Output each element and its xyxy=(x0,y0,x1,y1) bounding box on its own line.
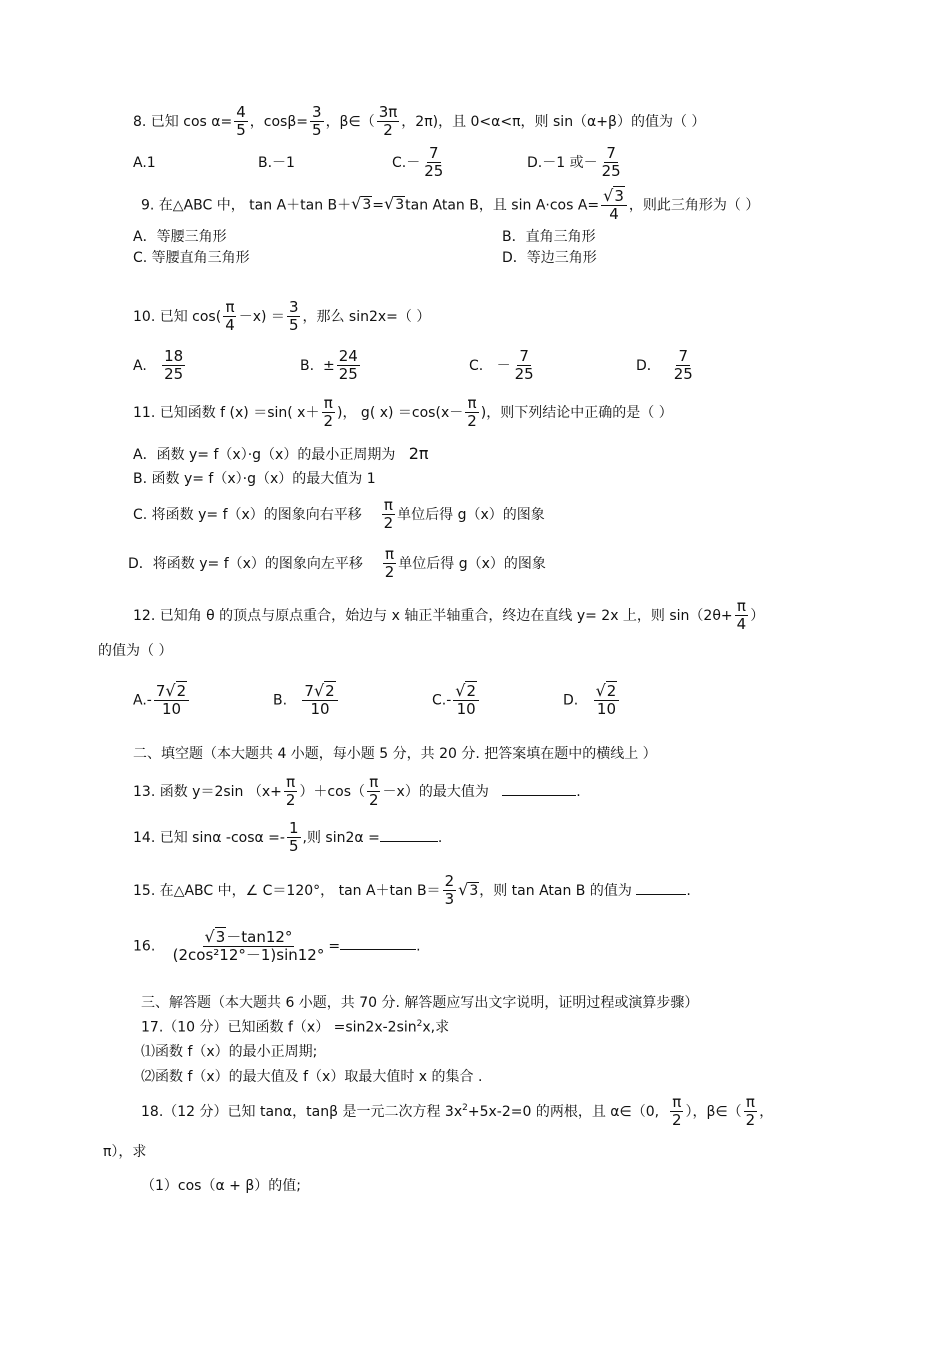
q13-stem: 13. 函数 y＝2sin （x+ $\frac{\pi}{2}$ ）＋cos（ $\frac{\pi}{2}$ －x）的最大值为 . xyxy=(133,773,581,810)
fraction: $\frac{2}{3}$ xyxy=(444,872,455,909)
answer-blank[interactable] xyxy=(502,781,576,796)
answer-blank[interactable] xyxy=(636,880,686,895)
q8-option-b: B.－1 xyxy=(258,155,295,171)
q17-stem: 17.（10 分）已知函数 $f(x) =\sin 2x-2\sin^2x$,求 xyxy=(141,1019,450,1036)
fraction: $\frac{3\pi}{2}$ xyxy=(378,103,398,140)
q12-option-d: D. $\frac{√2}{10}$ xyxy=(563,682,621,719)
q11-option-a: A．函数 y= f（x）·g（x）的最小正周期为 2π xyxy=(133,444,429,463)
section-3-heading: 三、解答题（本大题共 6 小题，共 70 分. 解答题应写出文字说明，证明过程或演算步骤） xyxy=(141,995,699,1011)
answer-blank[interactable] xyxy=(380,827,438,842)
fraction: $\frac{\pi}{4}$ xyxy=(736,597,747,634)
fraction: $\frac{3}{5}$ xyxy=(288,298,299,335)
q17-part-1: ⑴函数 f（x）的最小正周期; xyxy=(141,1044,318,1060)
fraction: $\frac{√3}{4}$ xyxy=(601,187,627,224)
q11-option-d: D．将函数 y= f（x）的图象向左平移 $\frac{\pi}{2}$ 单位后得 g（x）的图象 xyxy=(128,545,546,582)
q18-stem-continued: π），求 xyxy=(103,1144,147,1160)
sqrt: √3 xyxy=(384,194,405,214)
sqrt: √3 xyxy=(351,194,372,214)
fraction: $\frac{3}{5}$ xyxy=(312,103,322,140)
section-2-heading: 二、填空题（本大题共 4 小题，每小题 5 分，共 20 分. 把答案填在题中的横线上 ） xyxy=(133,746,657,762)
q10-option-a: A. $\frac{18}{25}$ xyxy=(133,347,184,384)
q12-option-c: C.- $\frac{√2}{10}$ xyxy=(432,682,481,719)
q17-part-2: ⑵函数 f（x）的最大值及 f（x）取最大值时 x 的集合 . xyxy=(141,1069,483,1085)
q11-option-b: B. 函数 y= f（x）·g（x）的最大值为 1 xyxy=(133,471,376,487)
q12-stem: 12. 已知角 θ 的顶点与原点重合，始边与 x 轴正半轴重合，终边在直线 y= 2x 上，则 sin（2θ+ $\frac{\pi}{4}$ ） xyxy=(133,597,765,634)
q9-option-b: B．直角三角形 xyxy=(502,229,596,245)
fraction: $\frac{\pi}{2}$ xyxy=(369,773,379,810)
q12-option-b: B. $\frac{7√2}{10}$ xyxy=(273,682,340,719)
fraction: $\frac{\pi}{2}$ xyxy=(671,1093,682,1130)
q10-option-b: B. ± $\frac{24}{25}$ xyxy=(300,347,358,384)
q18-stem: 18.（12 分）已知 tanα，tanβ 是一元二次方程 $3x^2+5x-2=0$ 的两根，且 α∈（0, $\frac{\pi}{2}$ ），β∈（ $\frac{\pi}{2}$ ， xyxy=(141,1093,774,1130)
fraction: $\frac{√3-\tan 12^\circ}{\text{(2cos²12°－1)sin12°}}$ xyxy=(172,927,325,965)
q14-stem: 14. 已知 sinα -cosα =- $\frac{1}{5}$ ,则 sin2α = . xyxy=(133,819,443,856)
q12-stem-continued: 的值为（ ） xyxy=(98,643,173,659)
q16-stem: 16. $\frac{√3-\tan 12^\circ}{\text{(2cos²12°－1)sin12°}}$ = . xyxy=(133,927,421,965)
fraction: $\frac{\pi}{2}$ xyxy=(745,1093,756,1130)
fraction: $\frac{\pi}{2}$ xyxy=(285,773,296,810)
q9-stem: 9. 在△ABC 中， tan A＋tan B＋√3=√3tan Atan B，且 sin A·cos A= $\frac{√3}{4}$ ，则此三角形为（ ） xyxy=(141,186,760,224)
q8-stem: 8. 已知 cos α= $\frac{4}{5}$ ，cosβ= $\frac{3}{5}$ ，β∈（ $\frac{3\pi}{2}$ ，2π)，且 0<α<π，则 sin（α+β）的值为（ ） xyxy=(133,103,706,140)
q10-option-c: C. － $\frac{7}{25}$ xyxy=(469,347,534,384)
fraction: $\frac{\pi}{2}$ xyxy=(467,394,477,431)
q18-part-1: （1）cos（α + β）的值; xyxy=(141,1178,301,1194)
q10-option-d: D． $\frac{7}{25}$ xyxy=(636,347,693,384)
fraction: $\frac{\pi}{4}$ xyxy=(225,298,235,335)
fraction: $\frac{1}{5}$ xyxy=(288,819,299,856)
q9-option-c: C. 等腰直角三角形 xyxy=(133,250,250,266)
q9-option-d: D．等边三角形 xyxy=(502,250,597,266)
q8-option-a: A.1 xyxy=(133,155,156,171)
sqrt: √3 xyxy=(458,879,479,899)
answer-blank[interactable] xyxy=(340,935,416,950)
q12-option-a: A.- $\frac{7√2}{10}$ xyxy=(133,682,191,719)
q15-stem: 15. 在△ABC 中，∠ C＝120°， tan A＋tan B＝ $\frac{2}{3}$ √3，则 tan Atan B 的值为 . xyxy=(133,872,691,909)
q9-option-a: A．等腰三角形 xyxy=(133,229,227,245)
q8-option-d: D.－1 或－ $\frac{7}{25}$ xyxy=(527,144,621,181)
q10-stem: 10. 已知 cos( $\frac{\pi}{4}$ －x) ＝ $\frac{3}{5}$ ，那么 sin2x=（ ） xyxy=(133,298,431,335)
q11-option-c: C. 将函数 y= f（x）的图象向右平移 $\frac{\pi}{2}$ 单位后得 g（x）的图象 xyxy=(133,496,545,533)
fraction: $\frac{4}{5}$ xyxy=(236,103,246,140)
fraction: $\frac{\pi}{2}$ xyxy=(323,394,334,431)
q11-stem: 11. 已知函数 f (x) ＝sin( x＋ $\frac{\pi}{2}$ )， g( x) ＝cos(x－ $\frac{\pi}{2}$ )，则下列结论中正确的是（ ） xyxy=(133,394,673,431)
q8-option-c: C.－ $\frac{7}{25}$ xyxy=(392,144,444,181)
